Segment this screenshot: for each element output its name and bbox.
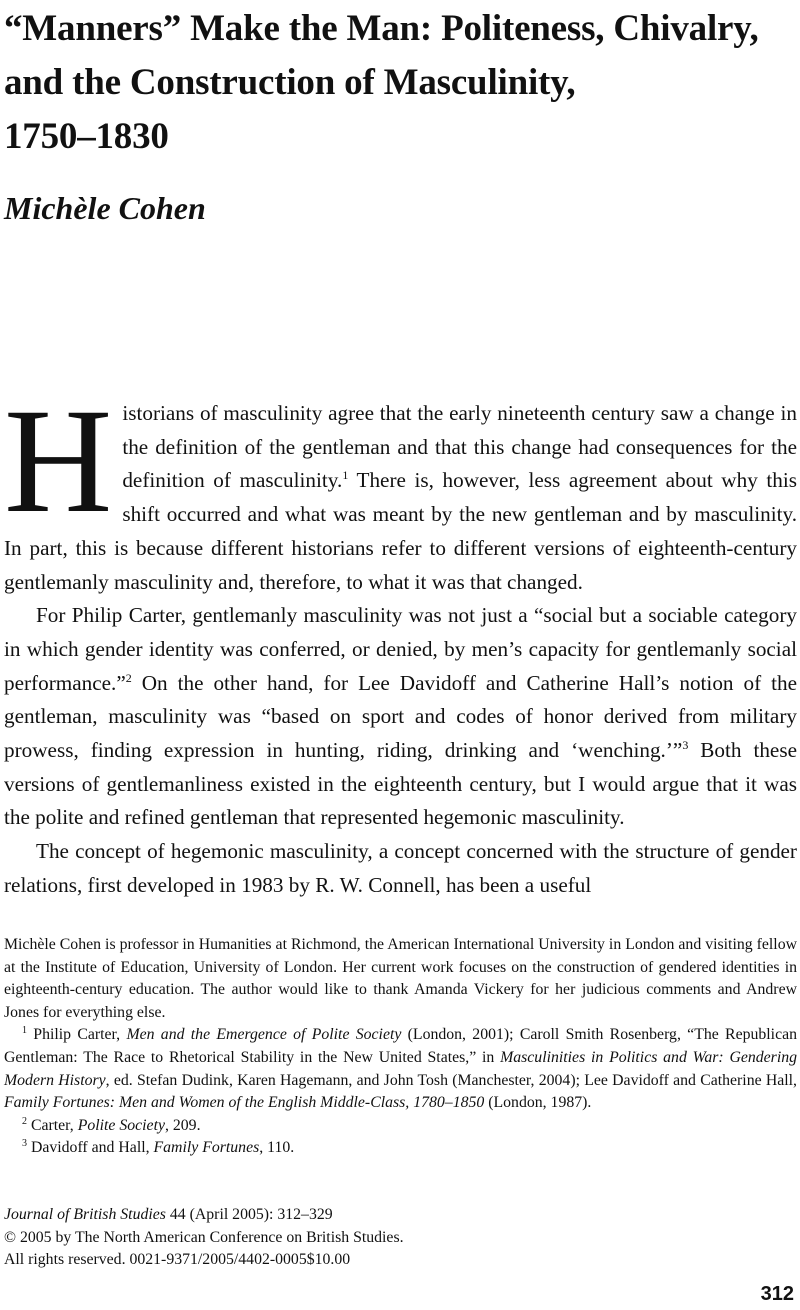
footnote: $^2$ Carter, Polite Society, 209. [22,1115,201,1134]
footnote: $^1$ Philip Carter, Men and the Emergence of Polite Society (London, 2001); Caroll Smith Rosenberg, “The Republican Gentleman: The Race to Rhetorical Stability in the New United States,” in Masculinities in Politics and War: Gendering Modern History, ed. Stefan Dudink, Karen Hagemann, and John Tosh (Manchester, 2004); Lee Davidoff and Catherine Hall, Family Fortunes: Men and Women of the English Middle-Class, 1780–1850 (London, 1987). [4,1025,798,1112]
journal-citation: Journal of British Studies 44 (April 2005): 312–329 [4,1206,333,1223]
footnote-number: 3 [22,1138,27,1150]
author-bio: Michèle Cohen is professor in Humanities at Richmond, the American International University in London and visiting fellow at the Institute of Education, University of London. Her current work focuses on the construction of gendered identities in eighteenth-century education. The author would like to thank Amanda Vickery for her judicious comments and Andrew Jones for everything else. [4,936,798,1021]
footnote-ref[interactable]: 2 [125,670,132,685]
footnote-number: 2 [22,1115,27,1127]
title-line: and the Construction of Masculinity, [4,62,576,103]
paragraph: For Philip Carter, gentlemanly masculinity was not just a “social but a sociable category in which gender identity was conferred, or denied, by men’s capacity for gentlemanly social performance.”$^2$ On the other hand, for Lee Davidoff and Catherine Hall’s notion of the gentleman, masculinity was “based on sport and codes of honor derived from military prowess, finding expression in hunting, riding, drinking and ‘wenching.’”$^3$ Both these versions of gentlemanliness existed in the eighteenth century, but I would argue that it was the polite and refined gentleman that represented hegemonic masculinity. [4,603,797,830]
footnote-ref[interactable]: 3 [682,738,689,753]
article-body [4,378,797,903]
footnote: $^3$ Davidoff and Hall, Family Fortunes, 110. [22,1138,295,1157]
page-number: 312 [760,1283,794,1305]
journal-name: Journal of British Studies [4,1206,166,1223]
paragraph: Historians of masculinity agree that the early nineteenth century saw a change in the definition of the gentleman and that this change had consequences for the definition of masculinity.$^1$ There is, however, less agreement about why this shift occurred and what was meant by the new gentleman and by masculinity. In part, this is because different historians refer to different versions of eighteenth-century gentlemanly masculinity and, therefore, to what it was that changed. [4,378,797,594]
footnote-ref[interactable]: 1 [342,468,349,483]
drop-cap: H [4,378,113,544]
journal-copyright: © 2005 by The North American Conference on British Studies. [4,1228,404,1246]
paragraph: The concept of hegemonic masculinity, a concept concerned with the structure of gender relations, first developed in 1983 by R. W. Connell, has been a useful [4,839,797,897]
title-line: “Manners” Make the Man: Politeness, Chivalry, [4,8,759,49]
journal-rights: All rights reserved. 0021-9371/2005/4402-0005$10.00 [4,1251,351,1269]
footnote-number: 1 [22,1025,27,1037]
article-author: Michèle Cohen [4,190,206,226]
journal-info [4,1204,797,1272]
footnotes [4,934,797,1160]
title-line: 1750–1830 [4,116,169,157]
article-title [4,2,796,164]
